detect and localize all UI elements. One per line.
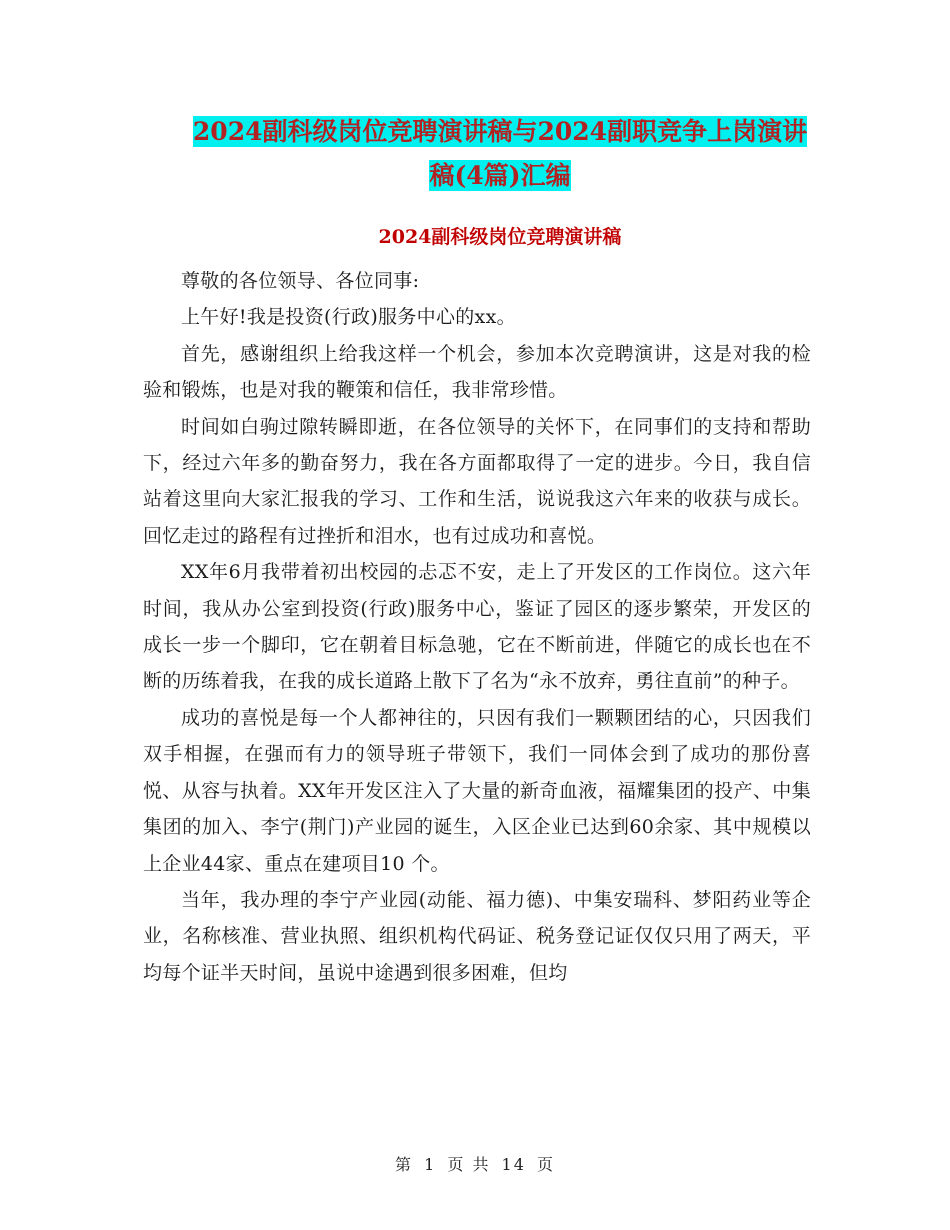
document-body: [143, 263, 811, 991]
paragraph: 成功的喜悦是每一个人都神往的，只因有我们一颗颗团结的心，只因我们双手相握，在强而有力的领导班子带领下，我们一同体会到了成功的那份喜悦、从容与执着。XX年开发区注入了大量的新奇血液，福耀集团的投产、中集集团的加入、李宁(荆门)产业园的诞生，入区企业已达到60余家、其中规模以上企业44家、重点在建项目10 个。: [143, 706, 811, 875]
paragraph: XX年6月我带着初出校园的忐忑不安，走上了开发区的工作岗位。这六年时间，我从办公室到投资(行政)服务中心，鉴证了园区的逐步繁荣，开发区的成长一步一个脚印，它在朝着目标急驰，它在不断前进，伴随它的成长也在不断的历练着我，在我的成长道路上散下了名为“永不放弃，勇往直前”的种子。: [143, 561, 811, 693]
document-title: [140, 110, 860, 198]
paragraph: 上午好!我是投资(行政)服务中心的xx。: [181, 306, 516, 329]
paragraph: 时间如白驹过隙转瞬即逝，在各位领导的关怀下，在同事们的支持和帮助下，经过六年多的勤奋努力，我在各方面都取得了一定的进步。今日，我自信站着这里向大家汇报我的学习、工作和生活，说说我这六年来的收获与成长。回忆走过的路程有过挫折和泪水，也有过成功和喜悦。: [143, 415, 811, 547]
page-number-total: 14: [501, 1155, 526, 1174]
paragraph: 当年，我办理的李宁产业园(动能、福力德)、中集安瑞科、梦阳药业等企业，名称核准、营业执照、组织机构代码证、税务登记证仅仅只用了两天，平均每个证半天时间，虽说中途遇到很多困难，但均: [143, 888, 811, 984]
paragraph-salutation: 尊敬的各位领导、各位同事:: [181, 270, 420, 292]
section-title: 2024副科级岗位竞聘演讲稿: [378, 226, 622, 248]
paragraph: 首先，感谢组织上给我这样一个机会，参加本次竞聘演讲，这是对我的检验和锻炼，也是对我的鞭策和信任，我非常珍惜。: [143, 342, 811, 402]
document-title-line-2: 稿(4篇)汇编: [429, 161, 571, 190]
page-label-mid: 页 共: [447, 1155, 491, 1174]
page-number-current: 1: [424, 1155, 437, 1174]
page-footer: [0, 1153, 950, 1177]
document-title-line-1: 2024副科级岗位竞聘演讲稿与2024副职竞争上岗演讲: [192, 117, 808, 146]
page-label-suffix: 页: [537, 1155, 556, 1174]
page-label-prefix: 第: [394, 1155, 413, 1174]
